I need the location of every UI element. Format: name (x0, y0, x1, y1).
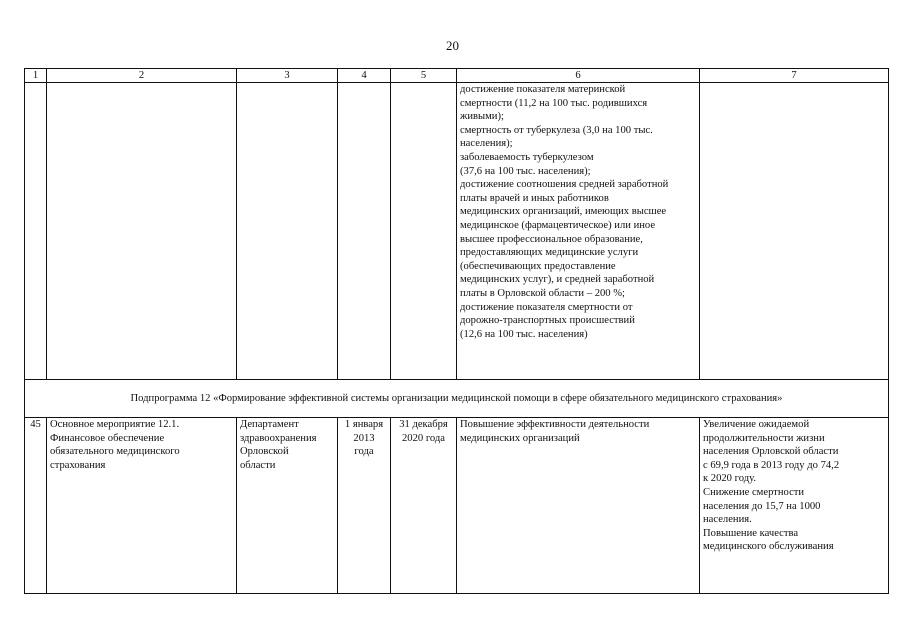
start-date-line: 2013 (353, 432, 375, 444)
continuation-cell-4 (338, 83, 391, 380)
row-number: 45 (25, 418, 47, 594)
impact-line: населения. (703, 514, 752, 526)
executor-line: Департамент (240, 419, 299, 430)
impact-cell (700, 418, 889, 594)
indicator-line: заболеваемость туберкулезом (460, 151, 594, 163)
column-number-1: 1 (25, 69, 47, 83)
impact-line: Повышение качества (703, 527, 799, 539)
indicator-line: предоставляющих медицинские услуги (460, 247, 639, 259)
start-date-line: года (354, 446, 374, 458)
measure-name-line: страхования (50, 459, 106, 471)
executor-line: здравоохранения (240, 432, 317, 444)
executor-cell (237, 418, 338, 594)
indicator-line: высшее профессиональное образование, (460, 233, 643, 245)
impact-line: к 2020 году. (703, 473, 756, 485)
subprogram-title: Подпрограмма 12 «Формирование эффективной системы организации медицинской помощи в сфере обязательного медицинского страхования» (25, 380, 889, 418)
expected-result-line: Повышение эффективности деятельности (460, 419, 650, 430)
impact-line: населения до 15,7 на 1000 (703, 500, 821, 512)
start-date-line: 1 января (344, 419, 384, 430)
impact-line: продолжительности жизни (703, 432, 825, 444)
indicator-line: (37,6 на 100 тыс. населения); (460, 165, 591, 177)
measure-name-line: обязательного медицинского (50, 446, 180, 458)
executor-line: области (240, 459, 276, 471)
column-number-7: 7 (700, 69, 889, 83)
impact-line: населения Орловской области (703, 446, 839, 458)
column-number-row (25, 69, 889, 83)
continuation-cell-5 (391, 83, 457, 380)
continuation-cell-1 (25, 83, 47, 380)
end-date-line: 2020 года (401, 432, 445, 444)
continuation-cell-2 (47, 83, 237, 380)
column-number-6: 6 (457, 69, 700, 83)
continuation-row (25, 83, 889, 380)
impact-line: Увеличение ожидаемой (703, 419, 810, 430)
executor-line: Орловской (240, 446, 289, 458)
indicator-line: смертности (11,2 на 100 тыс. родившихся (460, 97, 648, 109)
column-number-5: 5 (391, 69, 457, 83)
indicator-line: населения); (460, 138, 513, 150)
indicator-line: медицинских организаций, имеющих высшее (460, 206, 667, 218)
page-number: 20 (446, 38, 459, 53)
continuation-cell-3 (237, 83, 338, 380)
column-number-3: 3 (237, 69, 338, 83)
expected-result-line: медицинских организаций (460, 432, 580, 444)
activities-table (24, 68, 889, 594)
indicator-line: смертность от туберкулеза (3,0 на 100 тыс. (460, 124, 653, 136)
column-number-4: 4 (338, 69, 391, 83)
measure-name-line: Основное мероприятие 12.1. (50, 419, 180, 430)
impact-line: с 69,9 года в 2013 году до 74,2 (703, 459, 840, 471)
indicator-line: дорожно-транспортных происшествий (460, 315, 635, 327)
table-row (25, 418, 889, 594)
indicator-line: достижение соотношения средней заработной (460, 179, 669, 191)
subprogram-row (25, 380, 889, 418)
indicator-line: медицинское (фармацевтическое) или иное (460, 219, 656, 231)
impact-line: медицинского обслуживания (703, 541, 834, 553)
indicator-line: медицинских услуг), и средней заработной (460, 274, 655, 286)
indicator-line: достижение показателя материнской (460, 84, 626, 95)
indicator-line: достижение показателя смертности от (460, 301, 633, 313)
indicator-line: платы врачей и иных работников (460, 192, 609, 204)
measure-name-line: Финансовое обеспечение (50, 432, 165, 444)
measure-name-cell (47, 418, 237, 594)
indicator-line: (обеспечивающих предоставление (460, 260, 616, 272)
indicator-line: (12,6 на 100 тыс. населения) (460, 328, 588, 340)
continuation-indicators-cell (457, 83, 700, 380)
continuation-cell-7 (700, 83, 889, 380)
expected-result-cell (457, 418, 700, 594)
column-number-2: 2 (47, 69, 237, 83)
indicator-line: живыми); (460, 111, 504, 123)
end-date-cell (391, 418, 457, 594)
end-date-line: 31 декабря (399, 419, 448, 430)
impact-line: Снижение смертности (703, 486, 805, 498)
indicator-line: платы в Орловской области – 200 %; (460, 287, 625, 299)
start-date-cell (338, 418, 391, 594)
